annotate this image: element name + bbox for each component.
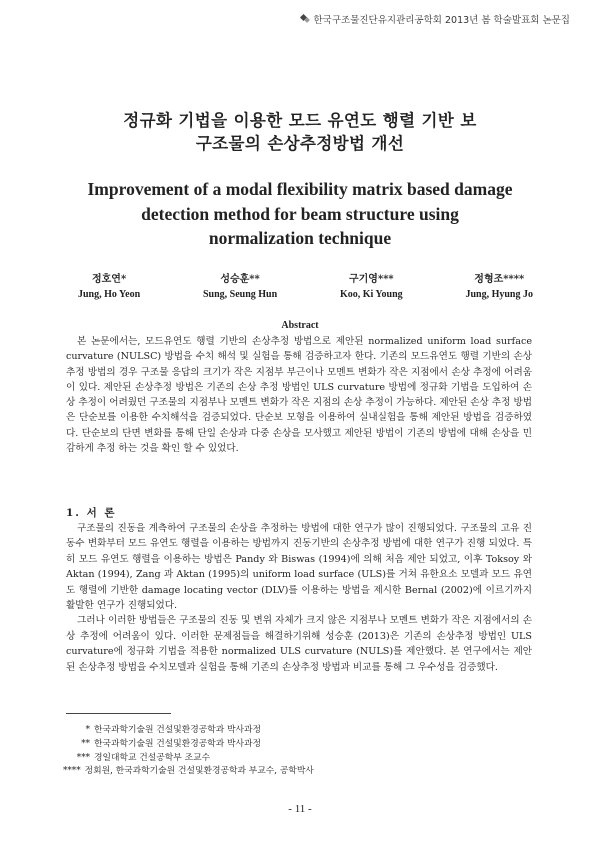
footnote — [66, 738, 314, 752]
author-name-ko: 구기영*** — [348, 274, 394, 285]
author — [203, 272, 277, 302]
body-paragraph: 그러나 이러한 방법들은 구조물의 진동 및 변위 자체가 크지 않은 지점부나 모멘트 변화가 작은 지점에서의 손상 추정에 어려움이 있다. 이러한 문제점들을 해결하기위해 성승훈 (2013)은 기존의 손상추정 방법인 ULS curvature에 정규화 기법을 적용한 normalized ULS curvature (NULS)를 제안했다. 본 연구에서는 제안된 손상추정 방법을 수치모델과 실험을 통해 기존의 손상추정 방법과 비교를 통해 그 우수성을 검증했다. — [66, 615, 532, 673]
korean-title-line: 구조물의 손상추정방법 개선 — [195, 134, 405, 153]
author-name-ko: 정형조**** — [474, 274, 525, 285]
footnote — [66, 724, 314, 738]
author-name-ko: 정호연* — [91, 274, 127, 285]
author-name-ko: 성승훈** — [220, 274, 260, 285]
section-body — [66, 521, 532, 675]
abstract-heading: Abstract — [281, 320, 319, 331]
english-title-line: detection method for beam structure using — [141, 203, 459, 224]
footnotes — [63, 724, 314, 779]
running-header — [300, 12, 570, 26]
korean-title-line: 정규화 기법을 이용한 모드 유연도 행렬 기반 보 — [123, 111, 477, 130]
author-name-en: Koo, Ki Young — [339, 289, 403, 300]
footnote-mark: **** — [63, 766, 81, 777]
author-name-en: Sung, Seung Hun — [202, 289, 278, 300]
conference-name: 한국구조물진단유지관리공학회 2013년 봄 학술발표회 논문집 — [313, 15, 570, 26]
footnote-text: 한국과학기술원 건설및환경공학과 박사과정 — [94, 738, 262, 749]
abstract-text: 본 논문에서는, 모드유연도 행렬 기반의 손상추정 방법으로 제안된 normalized uniform load surface curvature (NULSC) 방법을 수치 해석 및 실험을 통해 검증하고자 한다. 기존의 모드유연도 행렬 기반의 손상 추정 방법의 경우 구조물 응답의 크기가 작은 지점부 부근이나 모멘트 변화가 작은 지점에서 손상 추정에 어려움이 있다. 제안된 손상추정 방법은 기존의 손상 추정 방법인 ULS curvature 방법에 정규화 기법을 도입하여 손상 추정이 어려웠던 구조물의 지점부나 모멘트 변화가 작은 지점의 손상 추정이 가능하다. 제안된 손상 추정 방법은 단순보를 이용한 수치해석을 검증되었다. 단순보 모형을 이용하여 실내실험을 통해 제안된 방법을 검증하였다. 단순보의 단면 변화를 통해 단일 손상과 다중 손상을 모사했고 제안된 방법이 기존의 방법에 대해 손상을 민감하게 추정 하는 것을 확인 할 수 있었다. — [66, 336, 532, 455]
footnote-mark: ** — [81, 738, 90, 749]
footnote-text: 정회원, 한국과학기술원 건설및환경공학과 부교수, 공학박사 — [84, 766, 314, 777]
page-number: - 11 - — [288, 803, 312, 815]
author — [78, 272, 140, 302]
author-name-en: Jung, Ho Yeon — [78, 289, 141, 300]
body-paragraph: 구조물의 진동을 계측하여 구조물의 손상을 추정하는 방법에 대한 연구가 많이 진행되었다. 구조물의 고유 진동수 변화부터 모드 유연도 행렬을 이용하는 방법까지 진동기반의 손상추정 방법에 대한 연구가 진행 되었다. 특히 모드 유연도 행렬을 이용하는 방법은 Pandy 와 Biswas (1994)에 의해 처음 제안 되었고, 이후 Toksoy 와 Aktan (1994), Zang 과 Aktan (1995)의 uniform load surface (ULS)를 거쳐 유한요소 모델과 모드 유연도 행렬에 기반한 damage locating vector (DLV)를 이용하는 방법을 제시한 Bernal (2002)에 이르기까지 활발한 연구가 진행되었다. — [66, 523, 532, 612]
korean-title — [0, 109, 600, 155]
english-title-line: Improvement of a modal flexibility matrix based damage — [87, 179, 513, 199]
author — [340, 272, 403, 302]
author — [465, 272, 533, 302]
footnote-text: 경일대학교 건설공학부 조교수 — [94, 752, 211, 763]
footnote-mark: * — [85, 725, 90, 735]
author-name-en: Jung, Hyung Jo — [465, 289, 533, 300]
english-title — [0, 177, 600, 251]
footnote — [63, 765, 314, 779]
english-title-line: normalization technique — [208, 228, 392, 248]
society-logo-icon — [300, 14, 310, 24]
author-list — [78, 272, 533, 302]
footnote-mark: *** — [76, 752, 90, 763]
section-heading: 1. 서 론 — [66, 507, 117, 519]
footnote — [66, 752, 314, 766]
footnote-text: 한국과학기술원 건설및환경공학과 박사과정 — [94, 725, 262, 735]
footnote-divider — [66, 713, 171, 714]
